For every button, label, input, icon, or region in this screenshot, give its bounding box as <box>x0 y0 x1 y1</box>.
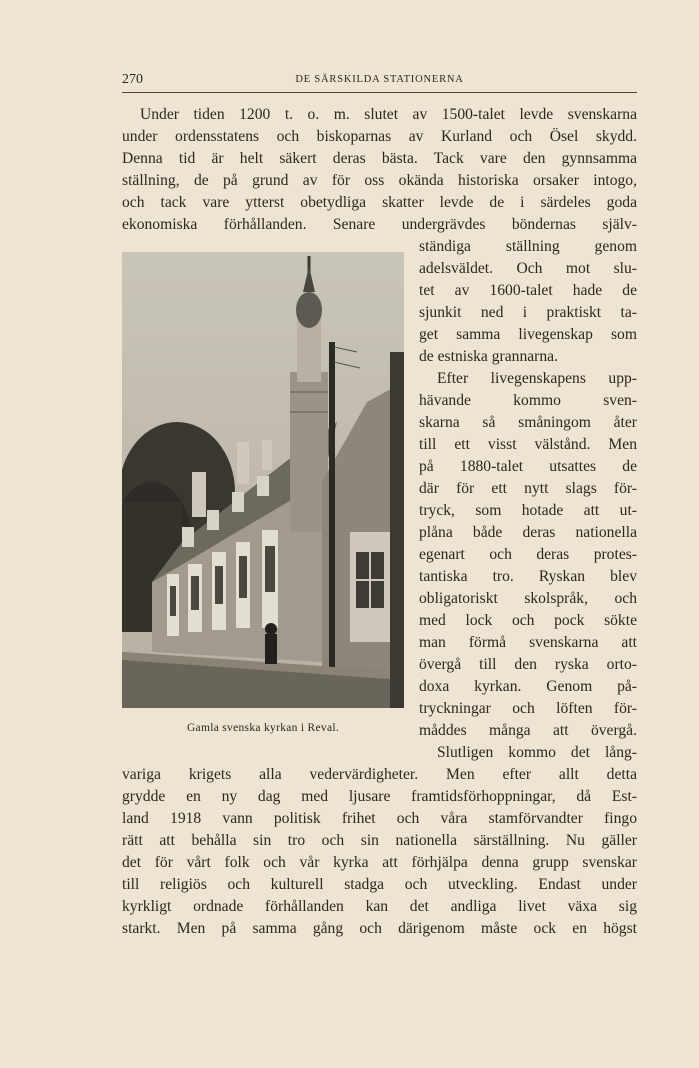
text-line: grydde en ny dag med ljusare framtidsförhoppningar, då Est- <box>122 788 637 805</box>
text-line: övergå till den ryska orto- <box>419 656 637 673</box>
figure-caption: Gamla svenska kyrkan i Reval. <box>186 722 340 734</box>
text-line: tantiska tro. Ryskan blev <box>419 568 637 585</box>
text-line: obligatoriskt skolspråk, och <box>419 590 637 607</box>
text-line: under ordensstatens och biskoparnas av Kurland och Ösel skydd. <box>122 128 637 145</box>
text-line: det för vårt folk och vår kyrka att förhjälpa denna grupp svenskar <box>122 854 637 871</box>
text-line: ständiga ställning genom <box>419 238 637 255</box>
text-line: egenart och deras protes- <box>419 546 637 563</box>
text-line: plåna både deras nationella <box>419 524 637 541</box>
page-header <box>122 72 637 93</box>
text-line: på 1880-talet utsattes de <box>419 458 637 475</box>
text-line: måddes många att övergå. <box>419 722 637 739</box>
text-line: hävande kommo sven- <box>419 392 637 409</box>
text-line: land 1918 vann politisk frihet och våra stamförvandter fingo <box>122 810 637 827</box>
text-line: Denna tid är helt säkert deras bästa. Tack vare den gynnsamma <box>122 150 637 167</box>
text-line: sjunkit ned i praktiskt ta- <box>419 304 637 321</box>
page-number: 270 <box>122 72 143 87</box>
text-line: rätt att behålla sin tro och sin nationella särställning. Nu gäller <box>122 832 637 849</box>
text-line: ekonomiska förhållanden. Senare undergrävdes böndernas själv- <box>122 216 637 233</box>
text-line: och tack vare ytterst obetydliga skatter levde de i särdeles goda <box>122 194 637 211</box>
text-line: till religiös och kulturell stadga och utveckling. Endast under <box>122 876 637 893</box>
text-line: tryckningar och löften för- <box>419 700 637 717</box>
church-photo-illustration <box>122 252 404 708</box>
text-line: till ett visst välstånd. Men <box>419 436 637 453</box>
text-line: tryck, som hotade att ut- <box>419 502 637 519</box>
text-line: adelsväldet. Och mot slu- <box>419 260 637 277</box>
text-line: ställning, de på grund av för oss okända historiska orsaker intogo, <box>122 172 637 189</box>
text-line: variga krigets alla vedervärdigheter. Men efter allt detta <box>122 766 637 783</box>
text-line: tet av 1600-talet hade de <box>419 282 637 299</box>
text-line: Efter livegenskapens upp- <box>437 370 637 387</box>
text-line: starkt. Men på samma gång och därigenom måste ock en högst <box>122 920 637 937</box>
church-photograph <box>122 252 404 708</box>
text-line: get samma livegenskap som <box>419 326 637 343</box>
text-line: de estniska grannarna. <box>419 348 558 365</box>
text-line: man förmå svenskarna att <box>419 634 637 651</box>
text-line: skarna så småningom åter <box>419 414 637 431</box>
text-line: med lock och pock sökte <box>419 612 637 629</box>
text-line: Slutligen kommo det lång- <box>437 744 637 761</box>
text-line: kyrkligt ordnade förhållanden kan det andliga livet växa sig <box>122 898 637 915</box>
running-title: DE SÄRSKILDA STATIONERNA <box>295 74 464 85</box>
text-line: Under tiden 1200 t. o. m. slutet av 1500-talet levde svenskarna <box>140 106 637 123</box>
text-line: doxa kyrkan. Genom på- <box>419 678 637 695</box>
text-line: där för ett nytt slags för- <box>419 480 637 497</box>
